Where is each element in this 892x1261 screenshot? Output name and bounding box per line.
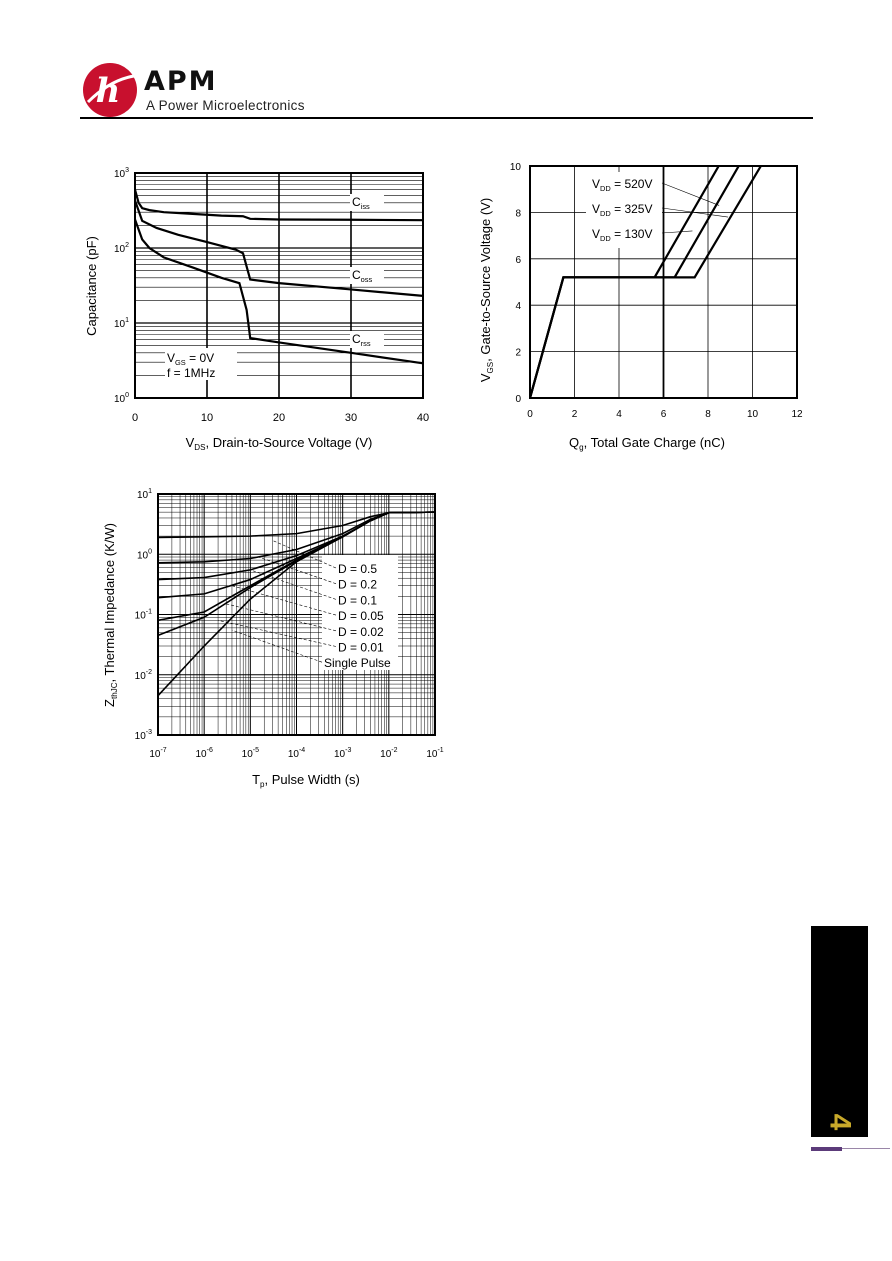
y-tick-label: 6	[515, 254, 521, 266]
y-axis-label: Capacitance (pF)	[84, 236, 99, 336]
legend-leader-line	[232, 586, 336, 615]
x-axis-label: $V_{DS}$, Drain-to-Source Voltage (V)	[185, 435, 373, 452]
legend-entry: $V_{DD} = 520V$	[592, 177, 653, 193]
y-tick-label: 8	[515, 208, 521, 220]
legend-entry: D = 0.05	[338, 609, 384, 624]
legend-entry: D = 0.02	[338, 624, 384, 639]
x-tick-label: 8	[705, 409, 711, 420]
y-tick-label: $10^3$	[113, 167, 129, 180]
x-tick-label: 30	[344, 412, 358, 424]
logo-letter: h	[95, 71, 121, 111]
legend-entry: D = 0.2	[338, 577, 378, 592]
x-tick-label: 40	[416, 412, 430, 424]
legend-entry: $V_{DD} = 325V$	[592, 202, 653, 218]
y-tick-label: $10^1$	[113, 317, 129, 330]
y-tick-label: 2	[515, 347, 521, 359]
x-tick-label: $10^{-3}$	[333, 747, 352, 760]
series-label-crss: $C_{rss}$	[352, 332, 371, 348]
annotation-text: f = 1MHz	[167, 366, 216, 380]
y-tick-label: $10^{-2}$	[134, 668, 152, 682]
x-tick-label: $10^{-4}$	[287, 747, 306, 760]
annotation-text: $V_{GS} = 0V$	[167, 351, 215, 367]
y-tick-label: 10	[509, 162, 521, 173]
x-tick-label: 20	[272, 412, 286, 424]
y-tick-label: $10^{-3}$	[134, 729, 152, 742]
brand-name: APM	[144, 66, 218, 97]
y-tick-label: $10^{-1}$	[134, 608, 152, 622]
y-axis-label: $Z_{thJC}$, Thermal Impedance (K/W)	[102, 523, 119, 707]
legend-entry: $V_{DD} = 130V$	[592, 227, 653, 243]
legend-entry: D = 0.01	[338, 640, 384, 655]
y-tick-label: 0	[515, 394, 521, 405]
x-tick-label: 0	[527, 409, 533, 420]
x-tick-label: 4	[616, 409, 622, 420]
x-tick-label: 0	[131, 412, 139, 424]
series-label-ciss: $C_{iss}$	[352, 195, 370, 211]
y-tick-label: $10^0$	[136, 548, 152, 562]
x-tick-label: $10^{-1}$	[426, 747, 444, 760]
legend-entry: D = 0.5	[338, 562, 378, 576]
brand-tagline: A Power Microelectronics	[146, 98, 305, 113]
tab-accent-bar	[811, 1147, 842, 1151]
series-label-coss: $C_{oss}$	[352, 268, 373, 284]
tab-rule	[842, 1148, 890, 1149]
legend-entry: Single Pulse	[324, 656, 391, 671]
y-tick-label: 4	[515, 301, 521, 313]
y-tick-label: $10^1$	[136, 488, 152, 501]
y-axis-label: $V_{GS}$, Gate-to-Source Voltage (V)	[478, 197, 495, 383]
x-tick-label: 2	[571, 409, 578, 420]
page-number: 4	[823, 1113, 857, 1131]
x-tick-label: 10	[746, 409, 759, 420]
x-tick-label: 6	[660, 409, 667, 420]
legend-entry: D = 0.1	[338, 593, 378, 608]
x-tick-label: $10^{-2}$	[380, 747, 398, 760]
y-tick-label: $10^2$	[113, 242, 129, 255]
x-tick-label: $10^{-5}$	[241, 747, 260, 760]
x-tick-label: $10^{-7}$	[149, 747, 167, 760]
x-axis-label: $T_p$, Pulse Width (s)	[252, 772, 360, 789]
y-tick-label: $10^0$	[113, 392, 129, 405]
x-tick-label: 12	[791, 409, 803, 420]
x-tick-label: $10^{-6}$	[195, 747, 213, 760]
x-tick-label: 10	[200, 412, 214, 424]
x-axis-label: $Q_g$, Total Gate Charge (nC)	[569, 435, 725, 452]
